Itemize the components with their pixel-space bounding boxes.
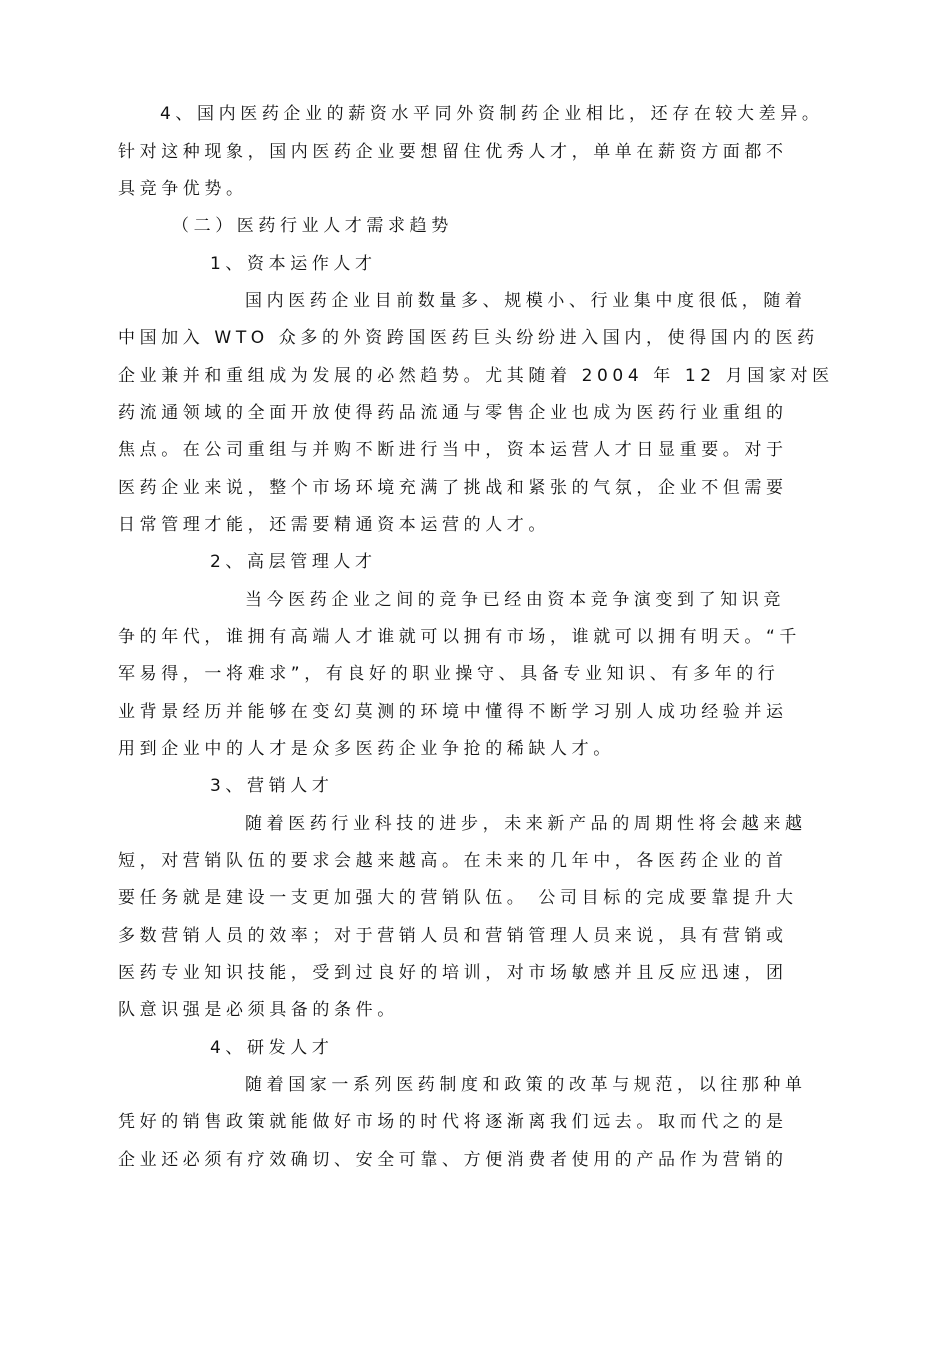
- paragraph-line: 药流通领域的全面开放使得药品流通与零售企业也成为医药行业重组的: [118, 403, 788, 423]
- paragraph-line: 短，对营销队伍的要求会越来越高。在未来的几年中，各医药企业的首: [118, 851, 788, 871]
- paragraph-line: 当今医药企业之间的竞争已经由资本竞争演变到了知识竞: [245, 590, 785, 610]
- paragraph-line: 4、国内医药企业的薪资水平同外资制药企业相比，还存在较大差异。: [160, 104, 824, 124]
- subsection-heading: 4、研发人才: [210, 1038, 334, 1058]
- paragraph-line: 国内医药企业目前数量多、规模小、行业集中度很低，随着: [245, 291, 807, 311]
- paragraph-line: 多数营销人员的效率；对于营销人员和营销管理人员来说，具有营销或: [118, 926, 788, 946]
- paragraph-line: 争的年代，谁拥有高端人才谁就可以拥有市场，谁就可以拥有明天。“千: [118, 627, 802, 647]
- paragraph-line: 焦点。在公司重组与并购不断进行当中，资本运营人才日显重要。对于: [118, 440, 788, 460]
- paragraph-line: 凭好的销售政策就能做好市场的时代将逐渐离我们远去。取而代之的是: [118, 1112, 788, 1132]
- paragraph-line: 具竞争优势。: [118, 179, 248, 199]
- paragraph-line: 随着国家一系列医药制度和政策的改革与规范，以往那种单: [245, 1075, 807, 1095]
- paragraph-line: 用到企业中的人才是众多医药企业争抢的稀缺人才。: [118, 739, 615, 759]
- paragraph-line: 医药企业来说，整个市场环境充满了挑战和紧张的气氛，企业不但需要: [118, 478, 788, 498]
- paragraph-line: 针对这种现象，国内医药企业要想留住优秀人才，单单在薪资方面都不: [118, 142, 788, 162]
- paragraph-line: 要任务就是建设一支更加强大的营销队伍。 公司目标的完成要靠提升大: [118, 888, 798, 908]
- subsection-heading: 2、高层管理人才: [210, 552, 377, 572]
- subsection-heading: 3、营销人才: [210, 776, 334, 796]
- paragraph-line: 中国加入 WTO 众多的外资跨国医药巨头纷纷进入国内，使得国内的医药: [118, 328, 819, 348]
- paragraph-line: 企业兼并和重组成为发展的必然趋势。尤其随着 2004 年 12 月国家对医: [118, 366, 834, 386]
- paragraph-line: 军易得，一将难求”，有良好的职业操守、具备专业知识、有多年的行: [118, 664, 780, 684]
- paragraph-line: 企业还必须有疗效确切、安全可靠、方便消费者使用的产品作为营销的: [118, 1150, 788, 1170]
- paragraph-line: 医药专业知识技能，受到过良好的培训，对市场敏感并且反应迅速，团: [118, 963, 788, 983]
- paragraph-line: 日常管理才能，还需要精通资本运营的人才。: [118, 515, 550, 535]
- paragraph-line: 随着医药行业科技的进步，未来新产品的周期性将会越来越: [245, 814, 807, 834]
- paragraph-line: 业背景经历并能够在变幻莫测的环境中懂得不断学习别人成功经验并运: [118, 702, 788, 722]
- section-heading: （二）医药行业人才需求趋势: [172, 216, 453, 236]
- paragraph-line: 队意识强是必须具备的条件。: [118, 1000, 399, 1020]
- subsection-heading: 1、资本运作人才: [210, 254, 377, 274]
